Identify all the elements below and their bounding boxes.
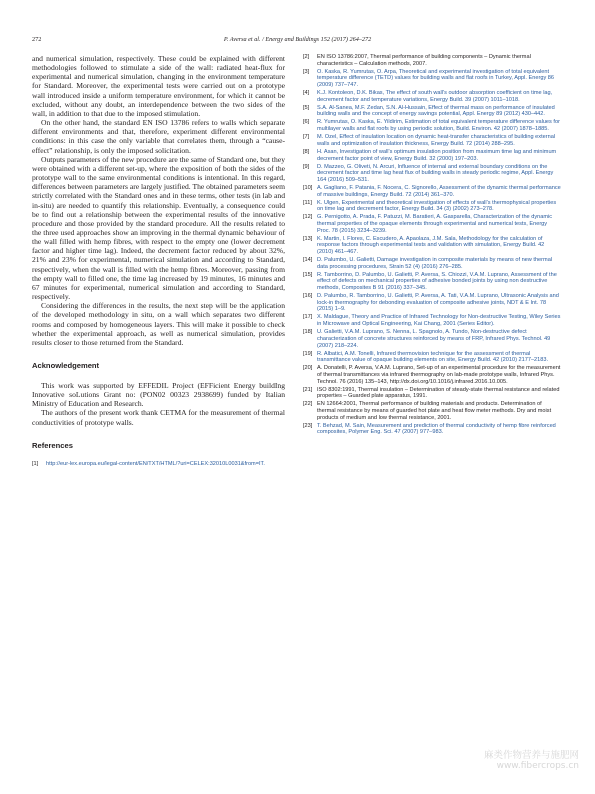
reference-number: [16] <box>303 293 313 300</box>
reference-item <box>303 272 561 292</box>
reference-text: ISO 8302:1991, Thermal insulation – Determination of steady-state thermal resistance and related properties – Guarded plate apparatus, 1991. <box>317 386 560 400</box>
reference-link[interactable]: T. Behzad, M. Sain, Measurement and prediction of thermal conductivity of hemp fibre reinforced composites, Polymer Eng. Sci. 47 (2007) 977–983. <box>317 422 556 436</box>
reference-number: [4] <box>303 90 310 97</box>
reference-list-left <box>32 461 285 468</box>
page-header <box>32 36 563 46</box>
reference-number: [21] <box>303 386 313 393</box>
reference-number: [20] <box>303 365 313 372</box>
reference-number: [17] <box>303 314 313 321</box>
reference-number: [12] <box>303 214 313 221</box>
reference-item <box>303 149 561 162</box>
acknowledgement-paragraph: This work was supported by EFFEDIL Project (EFFicient Energy buildIng Innovative soLutions Grant no: (PON02 00323 2938699) funded by Italian Ministry of Education and Research. <box>32 381 285 409</box>
reference-link[interactable]: D. Palumbo, R. Tamborrino, U. Galietti, P. Aversa, A. Tati, V.A.M. Luprano, Ultrasonic Analysis and lock-in thermography for debonding evaluation of composite adhesive joints, NDT & E Int. 78 (2015) 1–9. <box>317 293 559 313</box>
reference-number: [19] <box>303 350 313 357</box>
reference-link[interactable]: R. Yumrutas, O. Kaska, E. Yildirim, Estimation of total equivalent temperature difference values for multilayer walls and flat roofs by using periodic solution, Build. Environ. 42 (2007) 1878–1885. <box>317 119 560 133</box>
reference-number: [2] <box>303 54 310 60</box>
reference-number: [3] <box>303 68 310 75</box>
reference-link[interactable]: G. Pernigotto, A. Prada, F. Patuzzi, M. Baratieri, A. Gasparella, Characterization of the dynamic thermal properties of the opaque elements through experimental and numerical tests, Energy Proc. 78 (2015) 3234–3239. <box>317 214 553 234</box>
reference-number: [10] <box>303 184 313 191</box>
running-title: P. Aversa et al. / Energy and Buildings 152 (2017) 264–272 <box>223 36 372 43</box>
reference-link[interactable]: K. Martin, I. Flores, C. Escudero, A. Apaolaza, J.M. Sala, Methodology for the calculation of response factors through experimental tests and validation with simulation, Energy Build. 42 (2010) 461–467. <box>317 235 545 256</box>
reference-number: [15] <box>303 271 313 278</box>
reference-link[interactable]: D. Mazzeo, G. Oliveti, N. Arcuri, Influence of internal and external boundary conditions on the decrement factor and time lag heat flux of building walls in steady periodic regime, Appl. Energy 164 (2016) 509–531. <box>317 163 554 183</box>
reference-item <box>303 236 561 256</box>
reference-link[interactable]: A. Gagliano, F. Patania, F. Nocera, C. Signorello, Assessment of the dynamic thermal performance of massive buildings, Energy Build. 72 (2014) 361–370. <box>317 184 561 198</box>
reference-number: [1] <box>32 460 39 467</box>
reference-number: [22] <box>303 401 313 408</box>
reference-number: [13] <box>303 235 313 242</box>
reference-text: A. Donatelli, P. Aversa, V.A.M. Luprano, Set-up of an experimental procedure for the measurement of thermal transmittances via infrared thermography on lab-made prototype walls, Infrared Phys. Technol. 76 (2016) 135–143, http://dx.doi.org/10.1016/j.infrared.2016.10.005. <box>317 365 561 385</box>
reference-number: [6] <box>303 119 310 126</box>
reference-link[interactable]: R. Albatici, A.M. Tonelli, Infrared thermovision technique for the assessment of thermal transmittance value of opaque building elements on site, Energy Build. 42 (2010) 2177–2183. <box>317 350 549 364</box>
acknowledgement-paragraph: The authors of the present work thank CETMA for the measurement of thermal conductivities of prototype walls. <box>32 408 285 427</box>
reference-item <box>303 257 561 270</box>
page-number: 272 <box>32 36 42 43</box>
reference-link[interactable]: M. Ozel, Effect of insulation location on dynamic heat-transfer characteristics of building external walls and optimization of insulation thickness, Energy Build. 72 (2014) 288–295. <box>317 134 556 147</box>
left-column <box>32 54 285 469</box>
reference-item <box>303 314 561 327</box>
body-paragraph: On the other hand, the standard EN ISO 13786 refers to walls which separate different environments and that, therefore, experiment different environmental conditions: in this case the only variable that correlates them, through a “cause-effect” relationship, is only the imposed solicitation. <box>32 118 285 155</box>
reference-item <box>303 351 561 364</box>
reference-item <box>303 164 561 184</box>
reference-item <box>303 401 561 421</box>
reference-link[interactable]: K. Ulgen, Experimental and theoretical investigation of effects of wall's thermophysical properties on time lag and decrement factor, Energy Build. 34 (3) (2002) 273–278. <box>317 199 557 213</box>
acknowledgement-heading: Acknowledgement <box>32 361 100 370</box>
reference-number: [7] <box>303 134 310 141</box>
reference-item <box>303 69 561 89</box>
reference-link[interactable]: O. Kaska, R. Yumrutas, O. Arpa, Theoretical and experimental investigation of total equivalent temperature difference (TETD) values for building walls and flat roofs in Turkey, Appl. Energy 86 (2009) 737–747. <box>317 68 555 89</box>
reference-number: [14] <box>303 257 313 264</box>
reference-text: EN ISO 13786:2007, Thermal performance of building components – Dynamic thermal characteristics – Calculation methods, 2007. <box>317 54 531 67</box>
body-paragraph: Considering the differences in the results, the next step will be the application of the developed methodology in situ, on a wall which separates two different rooms and composed by homogeneous layers. This will make it possible to check whether the experimental approach, as well as numerical simulation, provides results closer to those returned from the Standard. <box>32 301 285 347</box>
reference-link[interactable]: S.A. Al-Sanea, M.F. Zedan, S.N. Al-Hussain, Effect of thermal mass on performance of insulated building walls and the concept of energy savings potential, Appl. Energy 89 (2012) 430–442. <box>317 104 555 118</box>
reference-number: [8] <box>303 148 310 155</box>
reference-number: [23] <box>303 422 313 429</box>
reference-link[interactable]: U. Galietti, V.A.M. Luprano, S. Nenna, L. Spagnolo, A. Tundo, Non-destructive defect characterization of concrete structures reinforced by means of FRP, Infrared Phys. Technol. 49 (2007) 218–224. <box>317 329 551 349</box>
reference-item <box>303 200 561 213</box>
reference-item <box>303 365 561 385</box>
reference-item <box>303 54 561 67</box>
reference-number: [9] <box>303 163 310 170</box>
reference-link[interactable]: K.J. Kontoleon, D.K. Bikas, The effect of south wall's outdoor absorption coefficient on time lag, decrement factor and temperature variations, Energy Build. 39 (2007) 1011–1018. <box>317 90 553 103</box>
reference-item <box>303 119 561 132</box>
reference-link[interactable]: R. Tamborrino, D. Palumbo, U. Galietti, P. Aversa, S. Chiozzi, V.A.M. Luprano, Assessment of the effect of defects on mechanical properties of adhesive bonded joints by using non destructive methods, Composites B 91 (2016) 337–345. <box>317 271 557 292</box>
reference-item <box>303 185 561 198</box>
reference-link[interactable]: X. Maldague, Theory and Practice of Infrared Technology for Non-destructive Testing, Wiley Series in Microwave and Optical Engineering, Kai Chang, 2001 (Series Editor). <box>317 314 561 328</box>
body-paragraph: and numerical simulation, respectively. These could be explained with different methodologies followed to stimulate a side of the wall: radiated heat-flux for experimental and numerical simulation, changing in the environment temperature for Standard. Moreover, the experimental tests were carried out on a prototype wall introduced inside a uniform temperature environment, for which it cannot be excluded, without any doubt, an interdependence between the two sides of the wall, in addition to that due to the imposed stimulation. <box>32 54 285 118</box>
reference-link[interactable]: D. Palumbo, U. Galietti, Damage investigation in composite materials by means of new thermal data processing procedures, Strain 52 (4) (2016) 276–285. <box>317 257 553 270</box>
reference-item <box>303 134 561 147</box>
reference-number: [5] <box>303 104 310 111</box>
reference-item <box>303 293 561 313</box>
reference-item <box>303 90 561 103</box>
reference-item <box>303 423 561 436</box>
watermark-url: www.fibercrops.cn <box>496 761 579 771</box>
reference-item <box>32 461 285 468</box>
right-column <box>303 54 561 437</box>
reference-item <box>303 329 561 349</box>
reference-item <box>303 214 561 234</box>
reference-item <box>303 387 561 400</box>
reference-text: EN 12664:2001, Thermal performance of building materials and products. Determination of thermal resistance by means of guarded hot plate and heat flow meter methods. Dry and moist products of medium and low thermal resistance, 2001. <box>317 401 552 421</box>
body-paragraph: Outputs parameters of the new procedure are the same of Standard one, but they were obtained with a different set-up, where the exposition of both the sides of the prototype wall to the same environmental conditions is intentional. In this regard, differences between parameters are largely justified. The obtained parameters seem strictly correlated with the Standard ones and in these terms, other tests (in lab and in-situ) are needed to quantify this relationship. Eventually, a consequence could be to find out a relationship between the experimental results of the innovative procedure and those provided by the standard procedure. All the results related to the three used approaches show an improving in the thermal dynamic behaviour of the wall filled with hemp fibres, with respect to the empty one (lower decrement factor and higher time lag). Indeed, the decrement factor reduced by about 32%, 21% and 23% for experimental, numerical simulation and according to Standard, respectively, when the wall is filled with the hemp fibres. Moreover, passing from the empty wall to filled one, the time lag increased by 19 minutes, 16 minutes and 67 minutes for experimental, numerical simulation and according to Standard, respectively. <box>32 154 286 302</box>
watermark-text: 麻类作物营养与施肥网 <box>483 750 579 761</box>
reference-link[interactable]: H. Asan, Investigation of wall's optimum insulation position from maximum time lag and minimum decrement factor point of view, Energy Build. 32 (2000) 197–203. <box>317 148 557 162</box>
reference-link[interactable]: http://eur-lex.europa.eu/legal-content/EN/TXT/HTML/?uri=CELEX:32010L0031&from=IT. <box>46 460 265 467</box>
reference-item <box>303 105 561 118</box>
watermark <box>449 750 579 772</box>
references-heading: References <box>32 440 73 450</box>
reference-number: [11] <box>303 199 312 206</box>
reference-number: [18] <box>303 329 313 336</box>
reference-list-right <box>303 54 561 436</box>
